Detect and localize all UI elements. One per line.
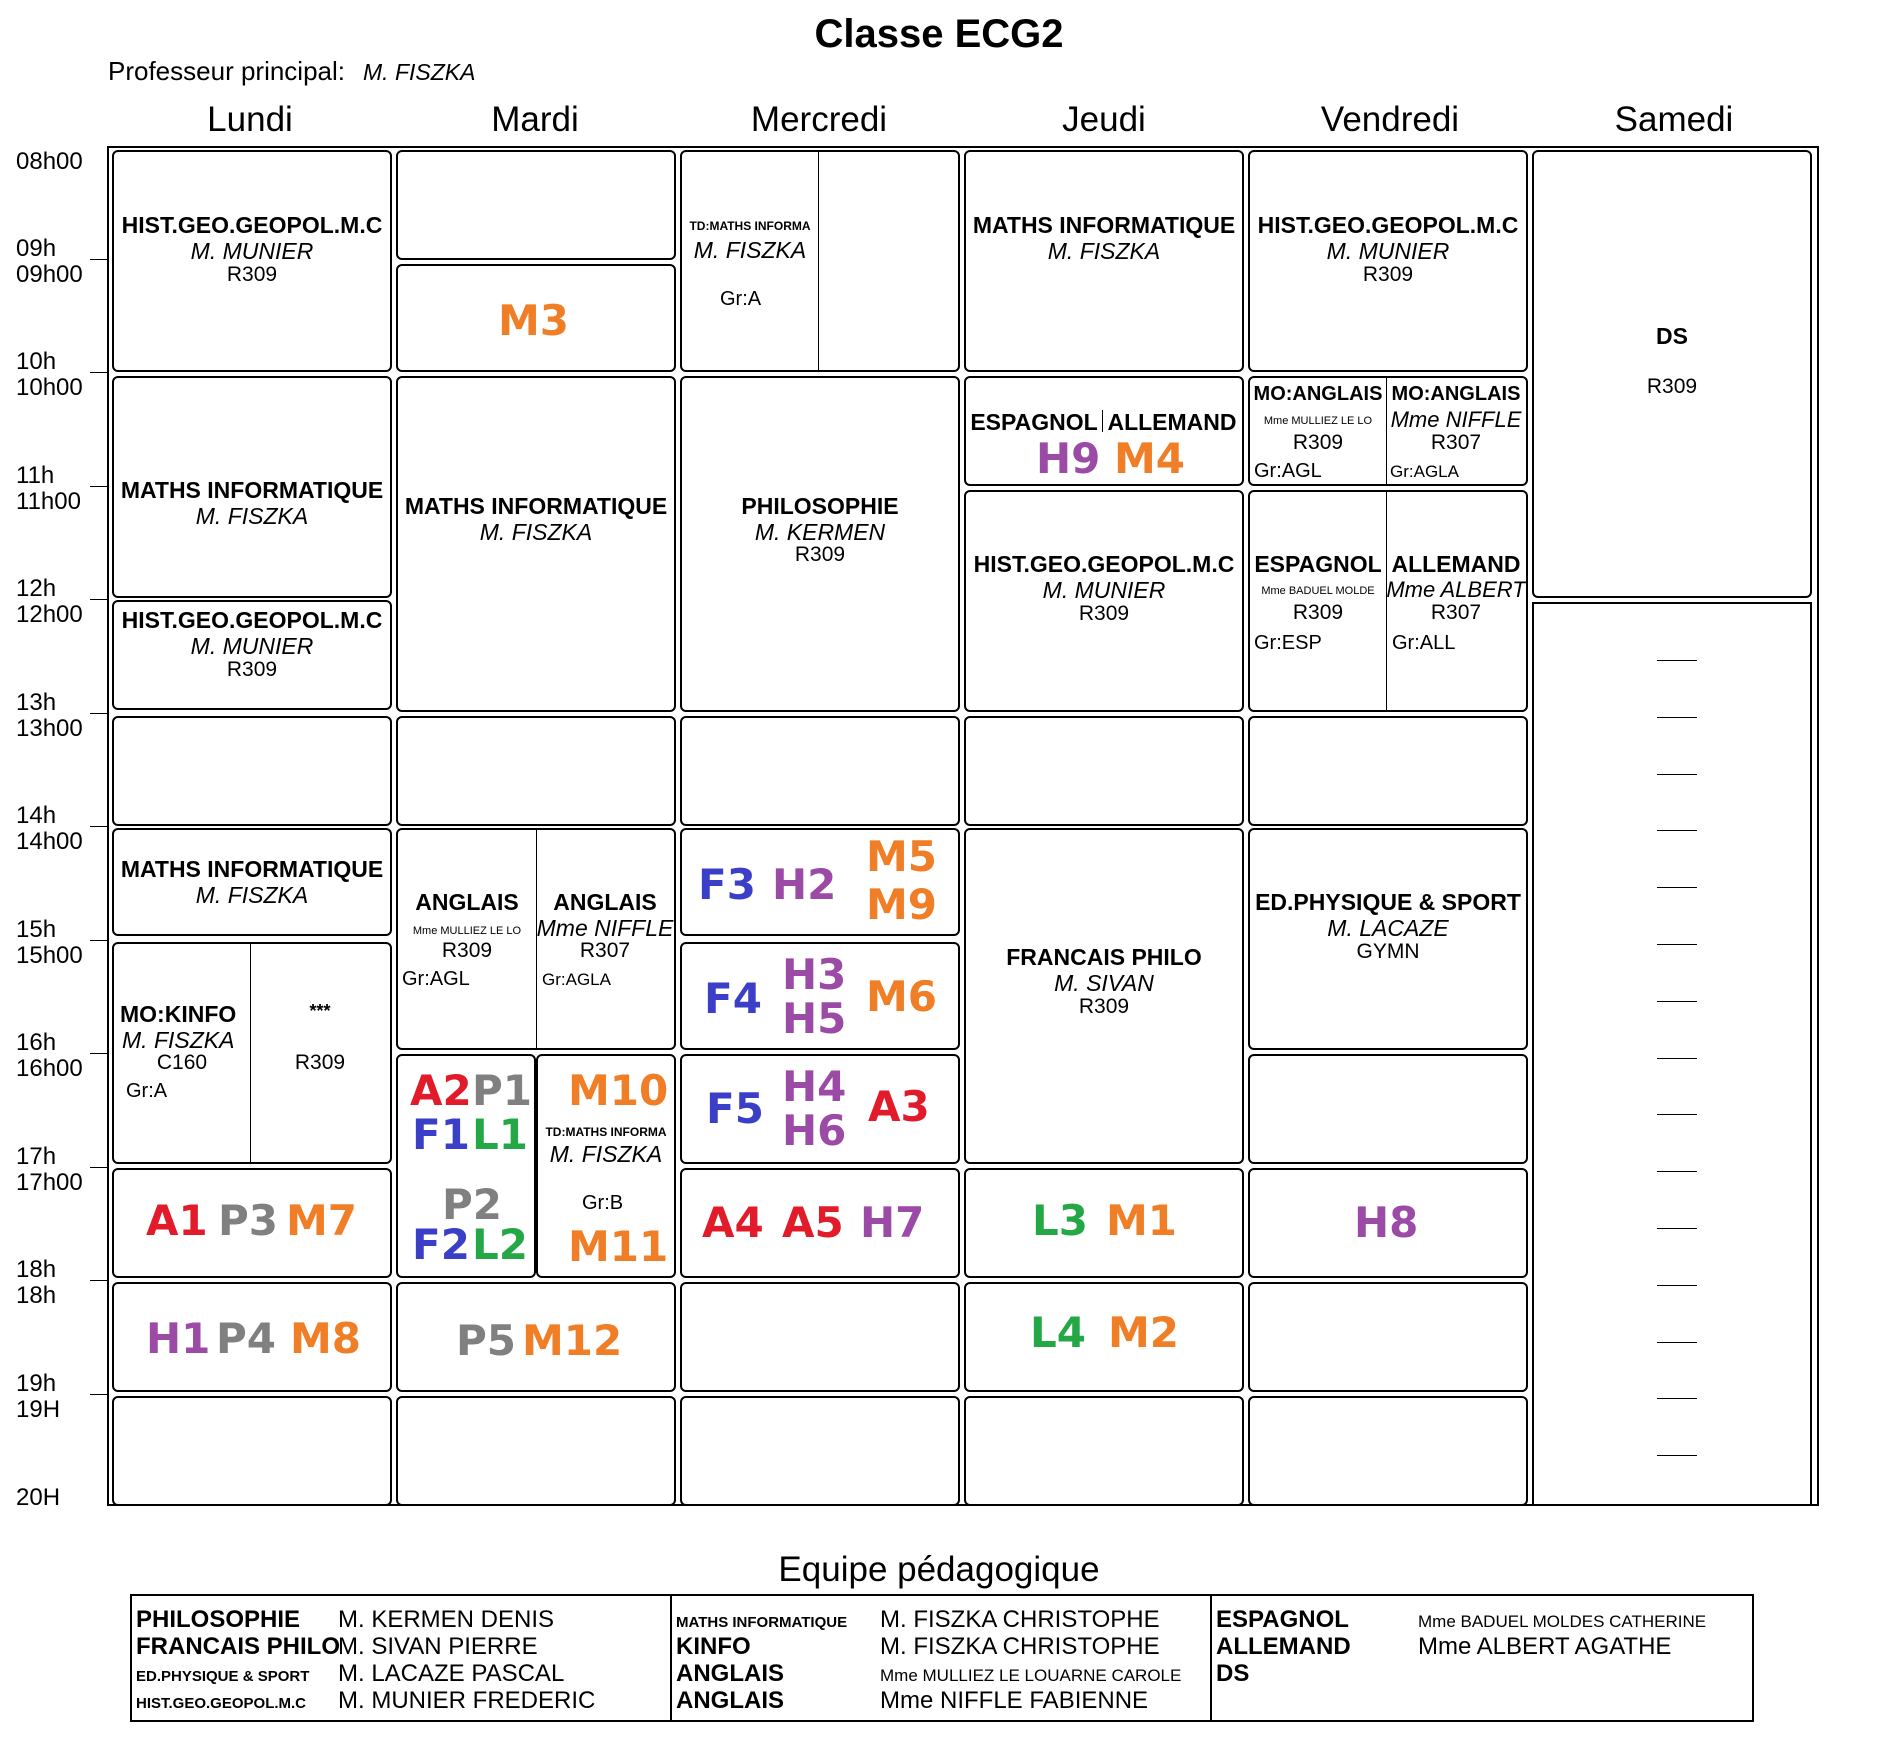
code-h6: H6	[782, 1106, 847, 1155]
team-teacher: Mme NIFFLE FABIENNE	[880, 1687, 1149, 1714]
code-m1: M1	[1106, 1196, 1178, 1245]
time-label: 19h	[16, 1370, 57, 1397]
teacher-label: Mme ALBERT	[1386, 577, 1526, 602]
code-m9: M9	[866, 880, 938, 929]
dash	[1657, 1114, 1697, 1115]
lesson-block[interactable]	[680, 376, 960, 712]
dash	[1657, 1171, 1697, 1172]
lesson-block[interactable]	[964, 490, 1244, 712]
code-h5: H5	[782, 994, 847, 1043]
team-subject: ANGLAIS	[676, 1660, 784, 1687]
team-teacher: M. FISZKA CHRISTOPHE	[880, 1606, 1160, 1633]
subject-label: ESPAGNOL	[1254, 551, 1382, 577]
empty-slot[interactable]	[1248, 1396, 1528, 1506]
activity-codes[interactable]	[112, 1168, 392, 1278]
time-label: 20H	[16, 1484, 61, 1511]
group-label: Gr:ALL	[1392, 632, 1456, 654]
lesson-block[interactable]	[1248, 376, 1528, 486]
subject-label: ANGLAIS	[415, 889, 519, 915]
code-l1: L1	[472, 1110, 528, 1159]
time-label: 18h	[16, 1256, 57, 1283]
dash	[1657, 1398, 1697, 1399]
dash	[1657, 660, 1697, 661]
code-m2: M2	[1108, 1308, 1180, 1357]
lesson-block[interactable]	[112, 150, 392, 372]
team-table	[130, 1594, 1754, 1722]
teacher-label: M. FISZKA	[122, 1027, 235, 1053]
principal-teacher	[108, 56, 475, 87]
room-label: R309	[794, 543, 846, 566]
code-p5: P5	[456, 1316, 517, 1365]
activity-codes[interactable]	[680, 1168, 960, 1278]
group-label: Gr:A	[720, 288, 762, 310]
room-label: R309	[294, 1051, 346, 1074]
team-teacher: Mme MULLIEZ LE LOUARNE CAROLE	[880, 1666, 1182, 1685]
code-h7: H7	[860, 1198, 925, 1247]
team-subject: ED.PHYSIQUE & SPORT	[136, 1668, 310, 1685]
lesson-block[interactable]	[1248, 828, 1528, 1050]
lesson-block[interactable]	[112, 376, 392, 598]
group-label: Gr:AGLA	[1390, 462, 1459, 481]
teacher-label: M. FISZKA	[1047, 238, 1161, 264]
room-label: R309	[1646, 375, 1698, 398]
dash	[1657, 1228, 1697, 1229]
time-label: 12h00	[16, 601, 83, 628]
time-label: 11h00	[16, 488, 81, 515]
subject-label: MATHS INFORMATIQUE	[120, 856, 384, 882]
teacher-label: M. SIVAN	[1054, 970, 1154, 996]
subject-label: ANGLAIS	[553, 889, 657, 915]
activity-codes[interactable]	[396, 264, 676, 372]
group-label: Gr:AGL	[1254, 460, 1322, 482]
team-divider	[1210, 1596, 1212, 1720]
day-header-lundi: Lundi	[207, 100, 293, 139]
code-a1: A1	[146, 1196, 208, 1245]
tick	[90, 259, 108, 260]
group-label: Gr:B	[582, 1192, 624, 1214]
dash	[1657, 1342, 1697, 1343]
room-label: R307	[1430, 601, 1482, 624]
activity-codes[interactable]	[680, 1054, 960, 1164]
code-h1: H1	[146, 1314, 211, 1363]
team-teacher: M. LACAZE PASCAL	[338, 1660, 565, 1687]
code-f1: F1	[412, 1110, 470, 1159]
lesson-block[interactable]	[112, 942, 392, 1164]
room-label: R307	[1430, 431, 1482, 454]
lesson-block[interactable]	[680, 150, 960, 372]
dash	[1657, 1001, 1697, 1002]
team-teacher: Mme BADUEL MOLDES CATHERINE	[1418, 1612, 1707, 1631]
team-subject: DS	[1216, 1660, 1250, 1687]
code-f5: F5	[706, 1084, 764, 1133]
code-h8: H8	[1354, 1198, 1419, 1247]
time-label: 09h	[16, 235, 57, 262]
group-label: Gr:AGL	[402, 968, 470, 990]
day-header-vendredi: Vendredi	[1320, 100, 1460, 139]
activity-codes[interactable]	[1248, 1168, 1528, 1278]
tick	[90, 940, 108, 941]
stars-label: ***	[309, 1001, 331, 1021]
code-m5: M5	[866, 832, 938, 881]
code-f3: F3	[698, 860, 756, 909]
subject-label: TD:MATHS INFORMA	[545, 1125, 667, 1139]
day-header-jeudi: Jeudi	[1062, 100, 1146, 139]
dash	[1657, 717, 1697, 718]
subject-label: FRANCAIS PHILO	[1006, 944, 1202, 970]
lesson-block[interactable]	[396, 376, 676, 712]
time-label: 16h	[16, 1029, 57, 1056]
dash	[1657, 1285, 1697, 1286]
activity-codes[interactable]	[964, 1168, 1244, 1278]
team-divider	[670, 1596, 672, 1720]
team-subject: KINFO	[676, 1633, 751, 1660]
day-header-mercredi: Mercredi	[750, 100, 888, 139]
code-h4: H4	[782, 1062, 847, 1111]
empty-slot[interactable]	[1532, 602, 1812, 1506]
code-h9: H9	[1036, 434, 1101, 483]
teacher-label: M. LACAZE	[1327, 915, 1449, 941]
code-p1: P1	[472, 1066, 533, 1115]
room-label: R307	[579, 939, 631, 962]
subject-label: ESPAGNOL	[970, 409, 1098, 435]
lesson-block[interactable]	[1532, 150, 1812, 598]
teacher-label: Mme NIFFLE	[536, 915, 674, 941]
lesson-block[interactable]	[112, 600, 392, 710]
code-h2: H2	[772, 860, 837, 909]
room-label: R309	[441, 939, 493, 962]
empty-slot[interactable]	[1248, 1282, 1528, 1392]
team-teacher: M. MUNIER FREDERIC	[338, 1687, 596, 1714]
principal-teacher-name: M. FISZKA	[363, 59, 476, 85]
teacher-label: M. MUNIER	[1042, 577, 1166, 603]
teacher-label: M. FISZKA	[549, 1141, 663, 1167]
teacher-label: M. FISZKA	[195, 503, 309, 529]
code-f2: F2	[412, 1220, 470, 1269]
time-label: 17h	[16, 1143, 57, 1170]
team-subject: PHILOSOPHIE	[136, 1606, 301, 1633]
subject-label: HIST.GEO.GEOPOL.M.C	[1257, 212, 1519, 238]
empty-slot[interactable]	[396, 150, 676, 260]
group-label: Gr:ESP	[1254, 632, 1322, 654]
subject-label: MATHS INFORMATIQUE	[120, 477, 384, 503]
room-label: R309	[1292, 431, 1344, 454]
teacher-label: M. MUNIER	[1326, 238, 1450, 264]
lesson-block[interactable]	[964, 376, 1244, 486]
time-label: 13h00	[16, 715, 83, 742]
team-subject: ANGLAIS	[676, 1687, 784, 1714]
empty-slot[interactable]	[964, 716, 1244, 826]
code-p4: P4	[216, 1314, 277, 1363]
code-m3: M3	[498, 296, 570, 345]
empty-slot[interactable]	[964, 1396, 1244, 1506]
code-p2: P2	[442, 1180, 503, 1229]
tick	[90, 713, 108, 714]
teacher-label: Mme BADUEL MOLDE	[1261, 585, 1375, 597]
code-a2: A2	[410, 1066, 472, 1115]
team-subject: ESPAGNOL	[1216, 1606, 1349, 1633]
dash	[1657, 1058, 1697, 1059]
time-label: 09h00	[16, 261, 83, 288]
code-m10: M10	[568, 1066, 669, 1115]
empty-slot[interactable]	[680, 716, 960, 826]
code-l4: L4	[1030, 1308, 1086, 1357]
code-m12: M12	[522, 1316, 623, 1365]
activity-codes[interactable]	[396, 1054, 536, 1278]
dash	[1657, 830, 1697, 831]
team-teacher: M. FISZKA CHRISTOPHE	[880, 1633, 1160, 1660]
subject-label: MATHS INFORMATIQUE	[404, 493, 668, 519]
room-label: R309	[226, 658, 278, 681]
time-label: 15h00	[16, 942, 83, 969]
teacher-label: Mme MULLIEZ LE LO	[1263, 415, 1373, 427]
empty-slot[interactable]	[680, 1282, 960, 1392]
room-label: C160	[156, 1051, 208, 1074]
dash	[1657, 1455, 1697, 1456]
subject-label: MATHS INFORMATIQUE	[972, 212, 1236, 238]
code-l2: L2	[472, 1220, 528, 1269]
time-label: 08h00	[16, 148, 83, 175]
lesson-block[interactable]	[396, 828, 676, 1050]
lesson-block[interactable]	[964, 150, 1244, 372]
subject-label: TD:MATHS INFORMA	[689, 219, 811, 233]
empty-slot[interactable]	[396, 716, 676, 826]
room-label: R309	[1078, 995, 1130, 1018]
teacher-label: M. KERMEN	[754, 519, 886, 545]
time-label: 17h00	[16, 1169, 83, 1196]
tick	[90, 1053, 108, 1054]
split-line	[818, 152, 819, 370]
dash	[1657, 944, 1697, 945]
activity-codes[interactable]	[680, 942, 960, 1050]
subject-label: PHILOSOPHIE	[741, 493, 899, 519]
teacher-label: M. MUNIER	[190, 238, 314, 264]
activity-codes[interactable]	[112, 1282, 392, 1392]
room-label: R309	[1362, 263, 1414, 286]
group-label: Gr:AGLA	[542, 970, 611, 989]
code-f4: F4	[704, 974, 762, 1023]
code-m8: M8	[290, 1314, 362, 1363]
teacher-label: M. MUNIER	[190, 633, 314, 659]
tick	[90, 372, 108, 373]
team-title: Equipe pédagogique	[778, 1550, 1100, 1589]
subject-label: DS	[1656, 323, 1688, 349]
team-teacher: Mme ALBERT AGATHE	[1418, 1633, 1672, 1660]
activity-codes[interactable]	[396, 1282, 676, 1392]
time-label: 12h	[16, 575, 57, 602]
subject-label: ALLEMAND	[1107, 409, 1237, 435]
subject-label: HIST.GEO.GEOPOL.M.C	[121, 212, 383, 238]
empty-slot[interactable]	[680, 1396, 960, 1506]
empty-slot[interactable]	[1248, 716, 1528, 826]
lesson-block[interactable]	[1248, 490, 1528, 712]
tick	[90, 486, 108, 487]
code-m7: M7	[286, 1196, 358, 1245]
empty-slot[interactable]	[112, 1396, 392, 1506]
code-a4: A4	[702, 1198, 764, 1247]
time-label: 13h	[16, 689, 57, 716]
tick	[90, 599, 108, 600]
teacher-label: M. FISZKA	[195, 882, 309, 908]
subject-label: MO:ANGLAIS	[1391, 383, 1521, 405]
code-m11: M11	[568, 1222, 669, 1271]
subject-label: HIST.GEO.GEOPOL.M.C	[973, 551, 1235, 577]
dash	[1657, 774, 1697, 775]
tick	[90, 826, 108, 827]
room-label: R309	[226, 263, 278, 286]
day-header-samedi: Samedi	[1614, 100, 1734, 139]
subject-label: MO:ANGLAIS	[1253, 383, 1383, 405]
room-label: R309	[1292, 601, 1344, 624]
lesson-block[interactable]	[1248, 150, 1528, 372]
page-title: Classe ECG2	[814, 12, 1064, 56]
code-a3: A3	[868, 1082, 930, 1131]
room-label: GYMN	[1356, 940, 1420, 963]
lesson-block[interactable]	[964, 828, 1244, 1164]
subject-label: HIST.GEO.GEOPOL.M.C	[121, 607, 383, 633]
subject-label: MO:KINFO	[120, 1001, 237, 1027]
group-label: Gr:A	[126, 1080, 168, 1102]
code-m6: M6	[866, 972, 938, 1021]
time-label: 14h00	[16, 828, 83, 855]
activity-codes[interactable]	[964, 1282, 1244, 1392]
time-label: 19H	[16, 1396, 61, 1423]
code-l3: L3	[1032, 1196, 1088, 1245]
teacher-label: M. FISZKA	[693, 237, 807, 263]
code-h3: H3	[782, 950, 847, 999]
room-label: R309	[1078, 602, 1130, 625]
time-label: 11h	[16, 462, 55, 489]
team-subject: FRANCAIS PHILO	[136, 1633, 340, 1660]
tick	[90, 1167, 108, 1168]
team-subject: ALLEMAND	[1216, 1633, 1351, 1660]
time-label: 10h00	[16, 374, 83, 401]
subject-label: ALLEMAND	[1391, 551, 1521, 577]
day-header-mardi: Mardi	[491, 100, 579, 139]
subject-label: ED.PHYSIQUE & SPORT	[1255, 889, 1521, 915]
team-teacher: M. SIVAN PIERRE	[338, 1633, 538, 1660]
principal-teacher-label: Professeur principal:	[108, 56, 345, 86]
empty-slot[interactable]	[112, 716, 392, 826]
lesson-block[interactable]	[112, 828, 392, 936]
teacher-label: M. FISZKA	[479, 519, 593, 545]
team-subject: MATHS INFORMATIQUE	[676, 1614, 848, 1631]
time-label: 14h	[16, 802, 57, 829]
code-p3: P3	[218, 1196, 279, 1245]
dash	[1657, 887, 1697, 888]
code-m4: M4	[1114, 434, 1186, 483]
team-teacher: M. KERMEN DENIS	[338, 1606, 555, 1633]
activity-codes[interactable]	[680, 828, 960, 936]
teacher-label: Mme MULLIEZ LE LO	[412, 925, 522, 937]
teacher-label: Mme NIFFLE	[1390, 407, 1522, 432]
tick	[90, 1280, 108, 1281]
team-subject: HIST.GEO.GEOPOL.M.C	[136, 1695, 307, 1712]
empty-slot[interactable]	[1248, 1054, 1528, 1164]
time-label: 10h	[16, 348, 57, 375]
lesson-block[interactable]	[536, 1054, 676, 1278]
time-label: 16h00	[16, 1055, 83, 1082]
time-label: 18h	[16, 1282, 57, 1309]
tick	[90, 1394, 108, 1395]
time-label: 15h	[16, 916, 57, 943]
code-a5: A5	[782, 1198, 844, 1247]
empty-slot[interactable]	[396, 1396, 676, 1506]
